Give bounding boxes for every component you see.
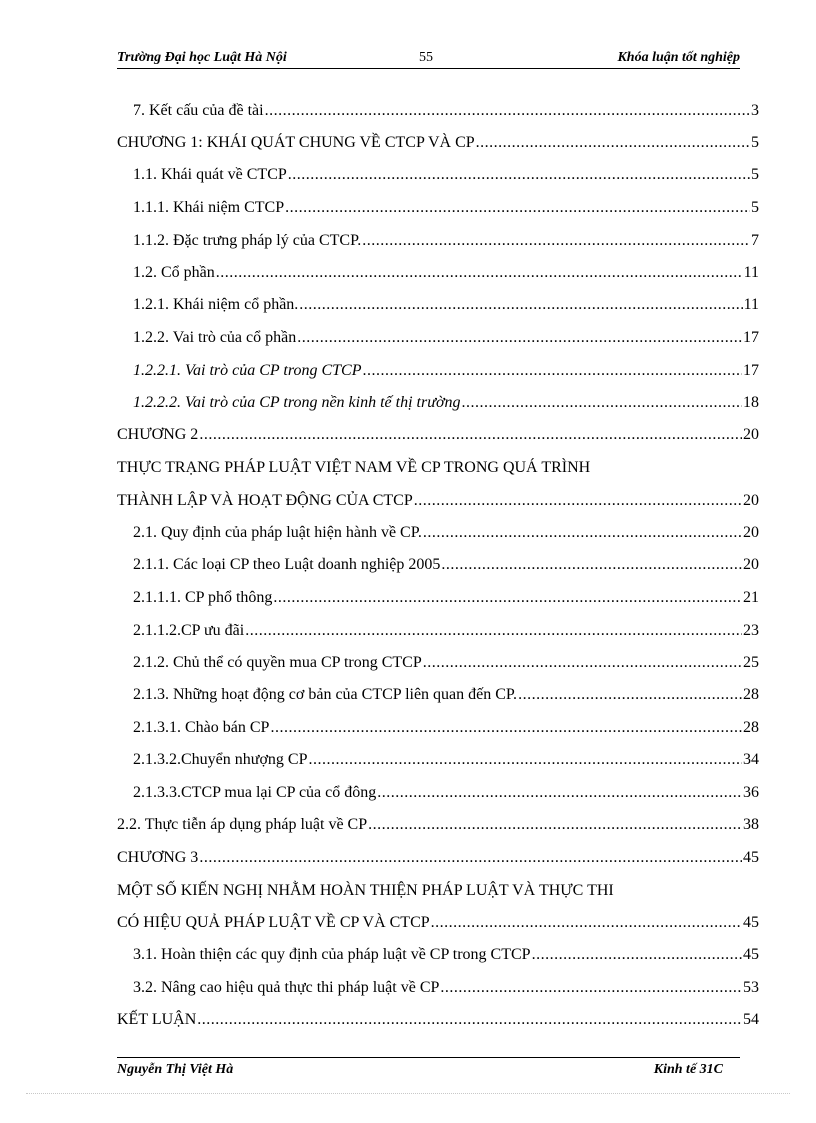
toc-entry-text: MỘT SỐ KIẾN NGHỊ NHẰM HOÀN THIỆN PHÁP LUẬT VÀ THỰC THI bbox=[117, 882, 614, 899]
toc-entry[interactable] bbox=[133, 318, 759, 348]
header-doc-type: Khóa luận tốt nghiệp bbox=[617, 50, 740, 65]
toc-entry[interactable] bbox=[133, 708, 759, 738]
toc-entry-page: 25 bbox=[743, 654, 759, 671]
toc-entry[interactable] bbox=[133, 383, 759, 413]
toc-entry[interactable] bbox=[117, 123, 759, 153]
toc-entry-page: 54 bbox=[743, 1011, 759, 1028]
toc-entry-page: 17 bbox=[743, 329, 759, 346]
toc-entry-page: 20 bbox=[743, 492, 759, 509]
toc-entry[interactable] bbox=[133, 253, 759, 283]
toc-entry-page: 7 bbox=[751, 232, 759, 249]
toc-entry[interactable] bbox=[133, 285, 759, 315]
toc-entry-page: 45 bbox=[743, 914, 759, 931]
footer-author: Nguyễn Thị Việt Hà bbox=[117, 1062, 234, 1077]
toc-entry-text: 1.1.1. Khái niệm CTCP bbox=[133, 199, 285, 216]
toc-entry-page: 45 bbox=[743, 946, 759, 963]
toc-entry-text: 3.1. Hoàn thiện các quy định của pháp luật về CP trong CTCP bbox=[133, 946, 531, 963]
toc-entry[interactable] bbox=[133, 611, 759, 641]
header-page-number: 55 bbox=[419, 50, 433, 65]
toc-entry[interactable] bbox=[117, 871, 614, 901]
toc-entry[interactable] bbox=[133, 935, 759, 965]
toc-entry-page: 20 bbox=[743, 524, 759, 541]
toc-entry-page: 5 bbox=[751, 134, 759, 151]
toc-entry-text: 3.2. Nâng cao hiệu quả thực thi pháp luật về CP bbox=[133, 979, 440, 996]
toc-entry-page: 20 bbox=[743, 556, 759, 573]
toc-entry-page: 23 bbox=[743, 622, 759, 639]
toc-entry-page: 5 bbox=[751, 199, 759, 216]
toc-entry-page: 18 bbox=[743, 394, 759, 411]
toc-entry-text: CHƯƠNG 2 bbox=[117, 426, 199, 443]
toc-entry-text: 2.1.1.2.CP ưu đãi bbox=[133, 622, 245, 639]
toc-entry[interactable] bbox=[117, 415, 759, 445]
toc-entry-text: 1.1.2. Đặc trưng pháp lý của CTCP. bbox=[133, 232, 362, 249]
toc-entry-text: CÓ HIỆU QUẢ PHÁP LUẬT VỀ CP VÀ CTCP bbox=[117, 914, 430, 931]
toc-entry-text: 2.2. Thực tiễn áp dụng pháp luật về CP bbox=[117, 816, 368, 833]
toc-entry-page: 11 bbox=[743, 296, 759, 313]
page-footer bbox=[117, 1057, 740, 1082]
toc-entry-text: 1.2.2.1. Vai trò của CP trong CTCP bbox=[133, 362, 362, 379]
toc-entry[interactable] bbox=[117, 1000, 759, 1030]
toc-entry-text: THỰC TRẠNG PHÁP LUẬT VIỆT NAM VỀ CP TRONG QUÁ TRÌNH bbox=[117, 459, 591, 476]
toc-entry-text: 1.2. Cổ phần bbox=[133, 264, 215, 281]
toc-entry[interactable] bbox=[117, 448, 590, 478]
toc-entry[interactable] bbox=[133, 221, 759, 251]
toc-entry[interactable] bbox=[133, 155, 759, 185]
toc-entry-text: 1.2.2. Vai trò của cổ phần bbox=[133, 329, 297, 346]
toc-entry[interactable] bbox=[117, 903, 759, 933]
toc-entry[interactable] bbox=[133, 188, 759, 218]
toc-entry-page: 11 bbox=[743, 264, 759, 281]
toc-entry-page: 45 bbox=[743, 849, 759, 866]
toc-entry-text: 2.1.2. Chủ thể có quyền mua CP trong CTCP bbox=[133, 654, 422, 671]
toc-entry[interactable] bbox=[133, 351, 759, 381]
toc-entry-text: 1.1. Khái quát về CTCP bbox=[133, 166, 287, 183]
toc-entry[interactable] bbox=[117, 481, 759, 511]
toc-entry-page: 38 bbox=[743, 816, 759, 833]
toc-entry-text: 2.1.3.1. Chào bán CP bbox=[133, 719, 270, 736]
toc-entry-text: 1.2.1. Khái niệm cổ phần. bbox=[133, 296, 299, 313]
toc-entry[interactable] bbox=[133, 675, 759, 705]
toc-entry-page: 21 bbox=[743, 589, 759, 606]
toc-entry-text: CHƯƠNG 1: KHÁI QUÁT CHUNG VỀ CTCP VÀ CP bbox=[117, 134, 475, 151]
toc-entry-page: 5 bbox=[751, 166, 759, 183]
toc-entry[interactable] bbox=[133, 740, 759, 770]
toc-entry[interactable] bbox=[133, 578, 759, 608]
toc-entry[interactable] bbox=[133, 545, 759, 575]
toc-entry-text: 2.1.3.3.CTCP mua lại CP của cổ đông bbox=[133, 784, 377, 801]
toc-entry[interactable] bbox=[133, 643, 759, 673]
toc-entry-text: KẾT LUẬN bbox=[117, 1011, 197, 1028]
toc-entry-page: 28 bbox=[743, 686, 759, 703]
toc-entry-text: 2.1.1. Các loại CP theo Luật doanh nghiệp 2005 bbox=[133, 556, 441, 573]
toc-entry-text: THÀNH LẬP VÀ HOẠT ĐỘNG CỦA CTCP bbox=[117, 492, 413, 509]
toc-entry-text: 7. Kết cấu của đề tài bbox=[133, 102, 264, 119]
toc-entry-text: 2.1.1.1. CP phổ thông bbox=[133, 589, 273, 606]
toc-entry-page: 53 bbox=[743, 979, 759, 996]
header-school: Trường Đại học Luật Hà Nội bbox=[117, 50, 287, 65]
toc-entry-text: 2.1.3.2.Chuyển nhượng CP bbox=[133, 751, 308, 768]
toc-entry[interactable] bbox=[133, 91, 759, 121]
toc-entry[interactable] bbox=[133, 968, 759, 998]
toc-entry[interactable] bbox=[133, 513, 759, 543]
toc-entry[interactable] bbox=[117, 838, 759, 868]
toc-entry-text: 2.1.3. Những hoạt động cơ bản của CTCP liên quan đến CP. bbox=[133, 686, 518, 703]
page-header bbox=[117, 48, 740, 69]
toc-entry-page: 34 bbox=[743, 751, 759, 768]
page-bottom-divider bbox=[26, 1093, 790, 1094]
toc-entry-text: CHƯƠNG 3 bbox=[117, 849, 199, 866]
toc-entry[interactable] bbox=[117, 805, 759, 835]
toc-entry-page: 36 bbox=[743, 784, 759, 801]
toc-entry-page: 3 bbox=[751, 102, 759, 119]
toc-entry[interactable] bbox=[133, 773, 759, 803]
footer-class: Kinh tế 31C bbox=[653, 1062, 723, 1077]
toc-entry-text: 2.1. Quy định của pháp luật hiện hành về CP. bbox=[133, 524, 422, 541]
toc-entry-page: 20 bbox=[743, 426, 759, 443]
toc-entry-page: 28 bbox=[743, 719, 759, 736]
toc-entry-text: 1.2.2.2. Vai trò của CP trong nền kinh tế thị trường bbox=[133, 394, 461, 411]
toc-entry-page: 17 bbox=[743, 362, 759, 379]
